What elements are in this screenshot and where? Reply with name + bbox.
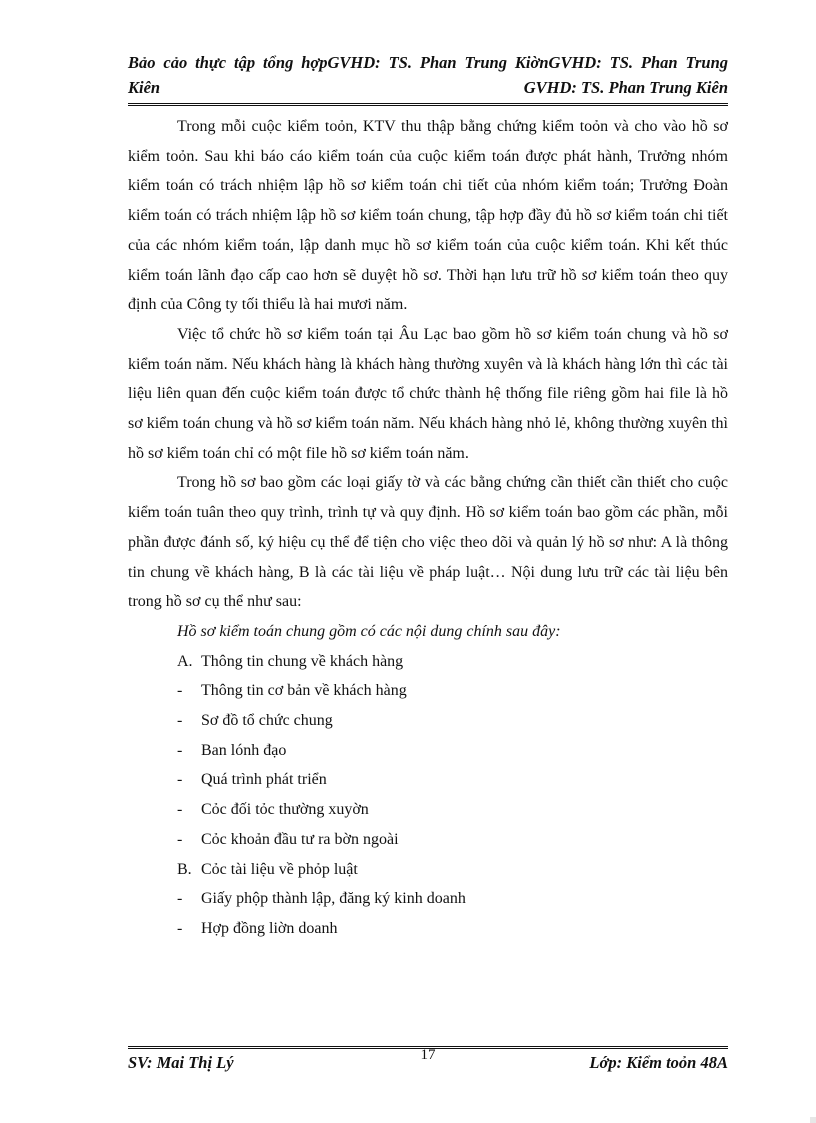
list-item — [128, 765, 728, 795]
list-marker: - — [177, 890, 183, 908]
list-item — [128, 676, 728, 706]
list-text: Thông tin cơ bản về khách hàng — [201, 682, 407, 700]
page-corner — [810, 1117, 816, 1123]
header-rule — [128, 103, 728, 106]
list-item — [128, 825, 728, 855]
list-text: Giấy phộp thành lập, đăng ký kinh doanh — [201, 890, 466, 908]
paragraph-2: Việc tổ chức hồ sơ kiểm toán tại Âu Lạc bao gồm hồ sơ kiểm toán chung và hồ sơ kiểm toán năm. Nếu khách hàng là khách hàng thường xuyên và là khách hàng lớn thì các tài liệu liên quan đến cuộc kiểm toán được tổ chức thành hệ thống file riêng gồm hai file là hồ sơ kiểm toán chung và hồ sơ kiểm toán năm. Nếu khách hàng nhỏ lẻ, không thường xuyên thì hồ sơ kiểm toán chỉ có một file hồ sơ kiểm toán năm. — [128, 325, 728, 462]
page-header — [128, 50, 728, 100]
list-text: Cỏc khoản đầu tư ra bờn ngoài — [201, 830, 399, 848]
list-marker: A. — [177, 652, 193, 670]
paragraph-3: Trong hồ sơ bao gồm các loại giấy tờ và các bằng chứng cần thiết cần thiết cho cuộc kiểm toán tuân theo quy trình, trình tự và quy định. Hồ sơ kiểm toán bao gồm các phần, mỗi phần được đánh số, ký hiệu cụ thể để tiện cho việc theo dõi và quản lý hồ sơ như: A là thông tin chung về khách hàng, B là các tài liệu về pháp luật… Nội dung lưu trữ các tài liệu bên trong hồ sơ cụ thể như sau: — [128, 474, 728, 611]
list-marker: B. — [177, 860, 192, 878]
list-marker: - — [177, 712, 183, 730]
list-marker: - — [177, 682, 183, 700]
list-text: Quá trình phát triển — [201, 771, 327, 789]
list-text: Thông tin chung về khách hàng — [201, 652, 404, 670]
list-item — [128, 884, 728, 914]
list-text: Hợp đồng liờn doanh — [201, 919, 338, 937]
list-text: Sơ đồ tổ chức chung — [201, 712, 333, 730]
list-marker: - — [177, 801, 183, 819]
list-item — [128, 795, 728, 825]
list-text: Cỏc đối tỏc thường xuyờn — [201, 801, 369, 819]
list-item — [128, 706, 728, 736]
page-number: 17 — [420, 1047, 436, 1063]
page-body — [128, 112, 728, 944]
list-item — [128, 914, 728, 944]
list-marker: - — [177, 771, 183, 789]
section-subheading: Hồ sơ kiểm toán chung gồm có các nội dung chính sau đây: — [177, 622, 561, 640]
list-marker: - — [177, 741, 183, 759]
header-line-1: Bảo cảo thực tập tổng hợpGVHD: TS. Phan Trung KiờnGVHD: TS. Phan Trung — [128, 53, 728, 72]
list-marker: - — [177, 919, 183, 937]
footer-student: SV: Mai Thị Lý — [128, 1053, 234, 1072]
list-text: Cỏc tài liệu về phỏp luật — [201, 860, 358, 878]
list-item — [128, 855, 728, 885]
list-text: Ban lónh đạo — [201, 741, 287, 759]
list-item — [128, 647, 728, 677]
list-marker: - — [177, 830, 183, 848]
list-item — [128, 736, 728, 766]
header-line-2 — [128, 75, 728, 100]
footer-class: Lớp: Kiểm toỏn 48A — [589, 1053, 728, 1072]
paragraph-1: Trong mỗi cuộc kiểm toỏn, KTV thu thập bằng chứng kiểm toỏn và cho vào hồ sơ kiểm toỏn. Sau khi báo cáo kiểm toán của cuộc kiểm toán được phát hành, Trưởng nhóm kiểm toán có trách nhiệm lập hồ sơ kiểm toán chi tiết của nhóm kiểm toán; Trưởng Đoàn kiểm toán có trách nhiệm lập hồ sơ kiểm toán chung, tập hợp đầy đủ hồ sơ kiểm toán chi tiết của các nhóm kiểm toán, lập danh mục hồ sơ kiểm toán của cuộc kiểm toán. Khi kết thúc kiểm toán lãnh đạo cấp cao hơn sẽ duyệt hồ sơ. Thời hạn lưu trữ hồ sơ kiểm toán theo quy định của Công ty tối thiểu là hai mươi năm. — [128, 118, 728, 314]
header-line-2-left: Kiên — [128, 78, 161, 97]
header-line-2-right: GVHD: TS. Phan Trung Kiên — [523, 78, 728, 97]
